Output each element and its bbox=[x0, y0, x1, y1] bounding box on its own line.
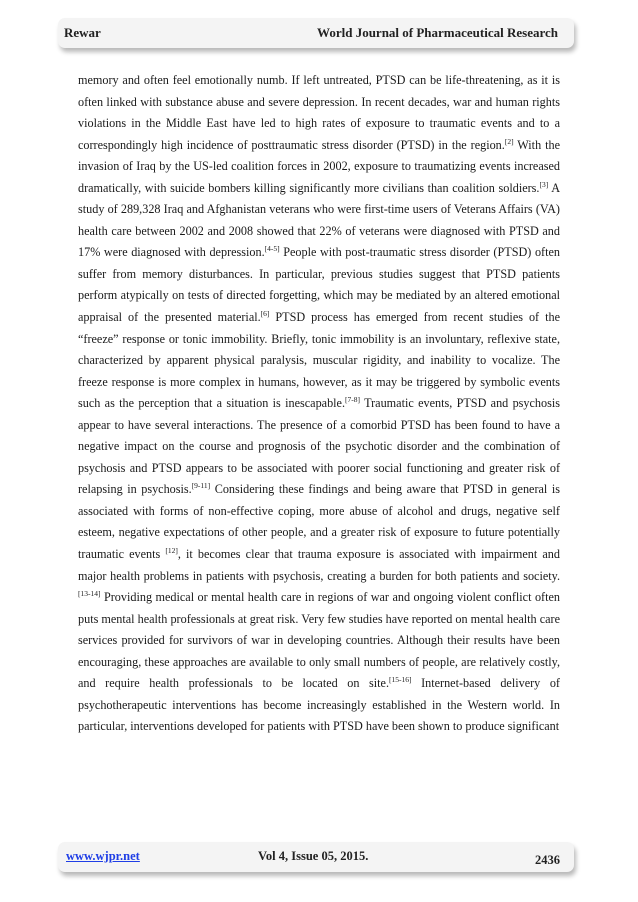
citation-ref: [3] bbox=[539, 179, 549, 189]
body-text: PTSD process has emerged from recent studies of the “freeze” response or tonic immobility. Briefly, tonic immobility is an involuntary, reflexive state, characterized by apparent physical paralysis, muscular rigidity, and inability to vocalize. The freeze response is more complex in humans, however, as it may be triggered by symbolic events such as the perception that a situation is inescapable. bbox=[78, 310, 560, 411]
header-author: Rewar bbox=[64, 25, 101, 40]
body-text: Internet-based delivery of psychotherapeutic interventions has become increasingly established in the Western world. In particular, interventions developed for patients with PTSD have been shown to produce significant bbox=[78, 676, 560, 734]
body-text: People with post-traumatic stress disorder (PTSD) often suffer from memory disturbances. In particular, previous studies suggest that PTSD patients perform atypically on tests of directed forgetting, which may be mediated by an altered emotional appraisal of the presented material. bbox=[78, 245, 560, 325]
citation-ref: [4-5] bbox=[264, 244, 280, 254]
citation-ref: [15-16] bbox=[389, 675, 412, 685]
body-text: , it becomes clear that trauma exposure is associated with impairment and major health problems in patients with psychosis, creating a burden for both patients and society. bbox=[78, 547, 560, 583]
body-text: Considering these findings and being aware that PTSD in general is associated with forms of non-effective coping, more abuse of alcohol and drugs, negative self esteem, negative expectations of other people, and a greater risk of exposure to future potentially traumatic events bbox=[78, 482, 560, 562]
body-text: Providing medical or mental health care in regions of war and ongoing violent conflict often puts mental health professionals at great risk. Very few studies have reported on mental health care services provided for survivors of war in developing countries. Although their results have been encouraging, these approaches are available to only small numbers of people, are relatively costly, and require health professionals to be located on site. bbox=[78, 590, 560, 691]
citation-ref: [13-14] bbox=[78, 589, 101, 599]
citation-ref: [9-11] bbox=[191, 481, 211, 491]
body-text: Traumatic events, PTSD and psychosis appear to have several interactions. The presence of a comorbid PTSD has been found to have a negative impact on the course and prognosis of the psychotic disorder and the combination of psychosis and PTSD appears to be associated with poorer social functioning and greater risk of relapsing in psychosis. bbox=[78, 396, 560, 497]
body-text: memory and often feel emotionally numb. If left untreated, PTSD can be life-threatening, as it is often linked with substance abuse and severe depression. In recent decades, war and human rights violations in the Middle East have led to high rates of exposure to traumatic events and to a correspondingly high incidence of posttraumatic stress disorder (PTSD) in the region. bbox=[78, 73, 560, 152]
running-footer bbox=[58, 842, 574, 872]
citation-ref: [7-8] bbox=[345, 395, 361, 405]
citation-ref: [12] bbox=[165, 546, 178, 556]
citation-ref: [6] bbox=[260, 309, 270, 319]
running-header bbox=[58, 18, 574, 48]
journal-website-link[interactable]: www.wjpr.net bbox=[66, 849, 140, 863]
article-body bbox=[78, 70, 560, 738]
body-text: With the invasion of Iraq by the US-led coalition forces in 2002, exposure to traumatizing events increased dramatically, with suicide bombers killing significantly more civilians than coalition soldiers. bbox=[78, 137, 560, 195]
citation-ref: [2] bbox=[504, 136, 514, 146]
header-journal-title: World Journal of Pharmaceutical Research bbox=[317, 25, 558, 40]
volume-issue: Vol 4, Issue 05, 2015. bbox=[258, 849, 369, 863]
body-text: A study of 289,328 Iraq and Afghanistan veterans who were first-time users of Veterans Affairs (VA) health care between 2002 and 2008 showed that 22% of veterans were diagnosed with PTSD and 17% were diagnosed with depression. bbox=[78, 180, 560, 260]
body-paragraph bbox=[78, 70, 560, 738]
page-number: 2436 bbox=[535, 853, 560, 867]
